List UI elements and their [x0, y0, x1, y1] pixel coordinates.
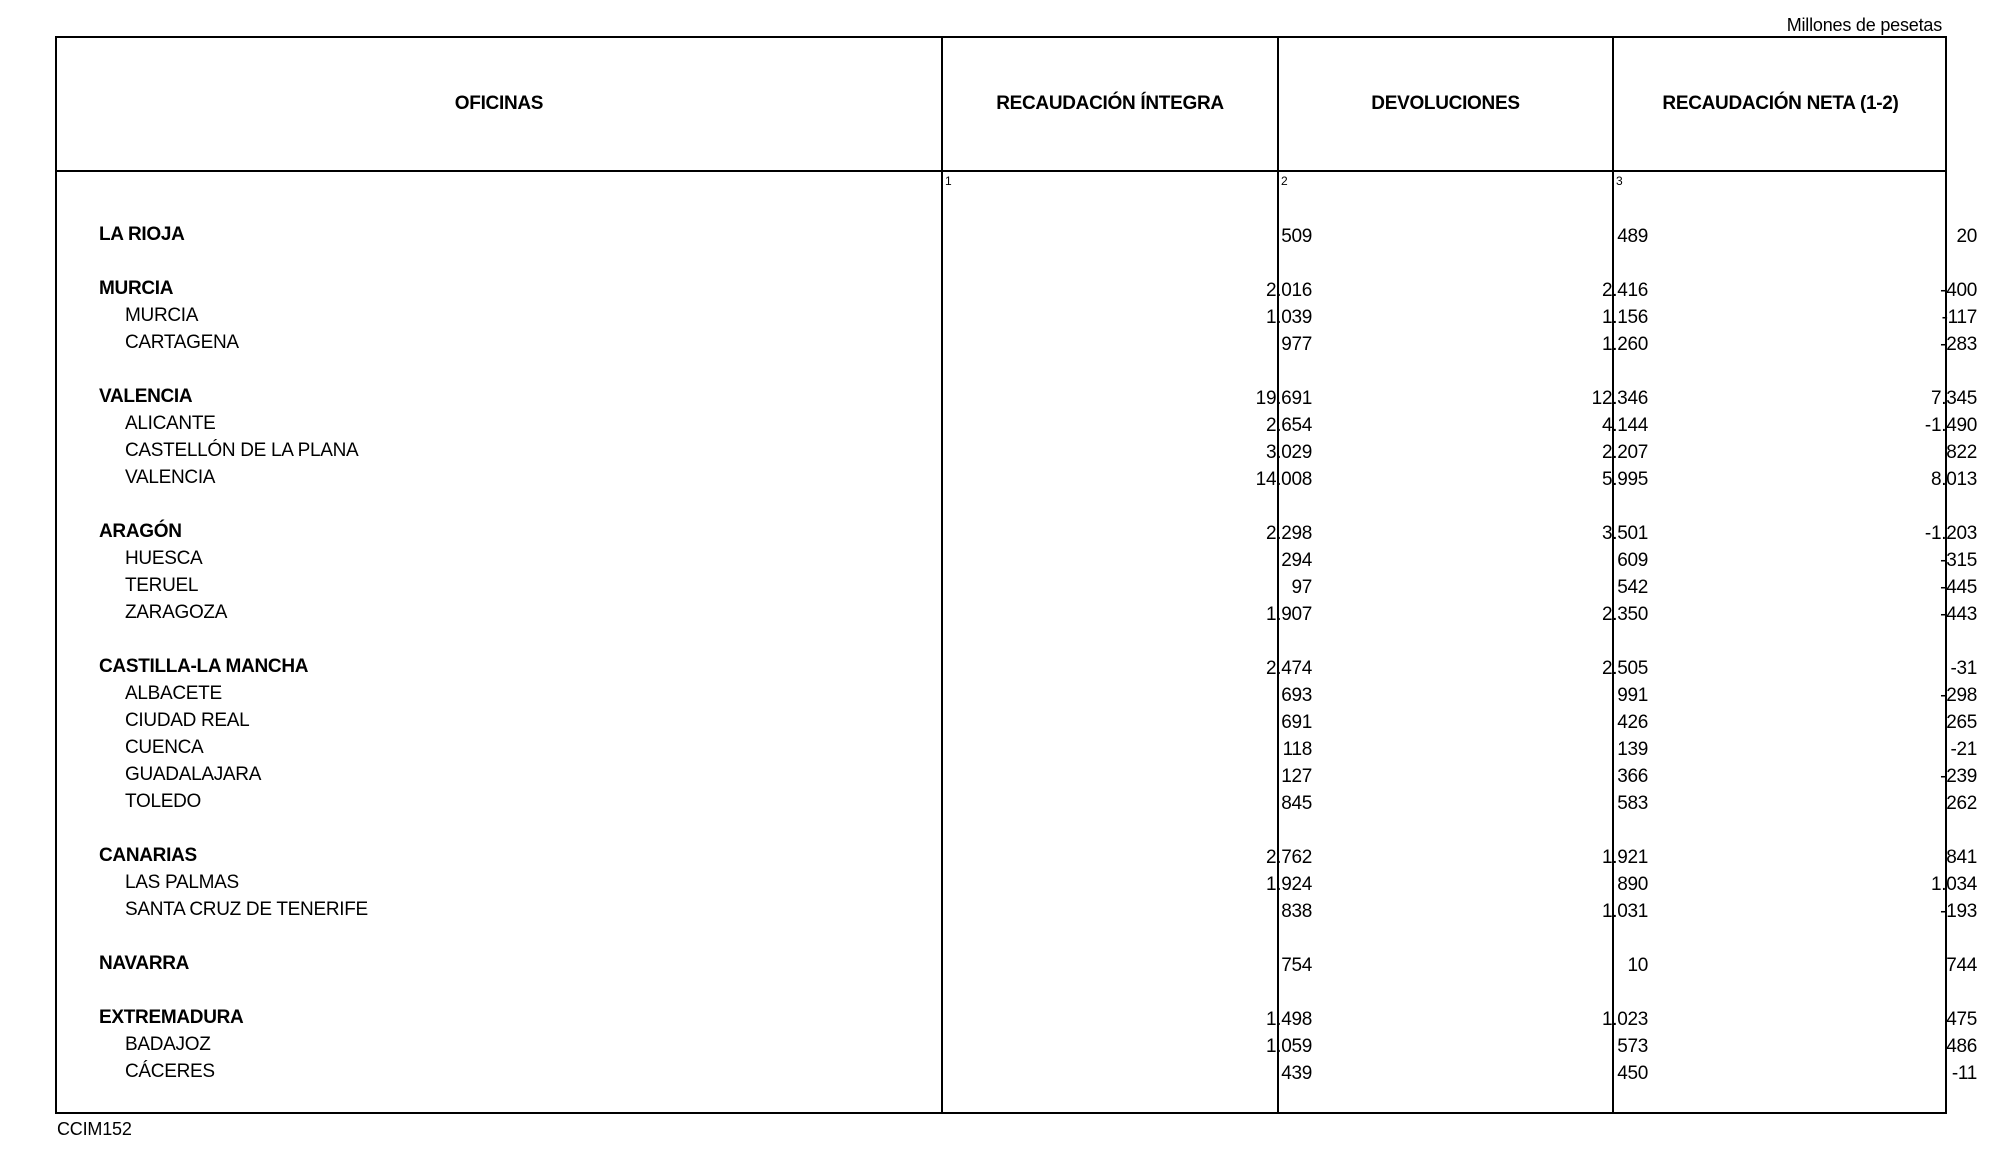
region-group: [57, 1005, 1977, 1086]
recaudacion-neta-value: 7.345: [1930, 388, 1977, 409]
devoluciones-value: 5.995: [1601, 469, 1648, 490]
table-body: [57, 222, 1977, 1113]
office-name: CÁCERES: [125, 1061, 215, 1082]
group-row: [57, 384, 1977, 411]
devoluciones-value: 2.505: [1601, 658, 1648, 679]
office-name: CIUDAD REAL: [125, 710, 250, 731]
office-row: [57, 600, 1977, 627]
office-row: [57, 411, 1977, 438]
region-group: [57, 222, 1977, 249]
office-name: CANARIAS: [99, 845, 197, 866]
devoluciones-value: 890: [1617, 874, 1648, 895]
office-row: [57, 897, 1977, 924]
recaudacion-integra-value: 1.907: [1265, 604, 1312, 625]
devoluciones-value: 12.346: [1591, 388, 1648, 409]
office-row: [57, 1059, 1977, 1086]
devoluciones-value: 542: [1617, 577, 1648, 598]
recaudacion-neta-value: 262: [1946, 793, 1977, 814]
recaudacion-integra-value: 1.498: [1265, 1009, 1312, 1030]
recaudacion-integra-value: 14.008: [1255, 469, 1312, 490]
group-row: [57, 951, 1977, 978]
recaudacion-integra-value: 509: [1281, 226, 1312, 247]
office-name: ARAGÓN: [99, 521, 182, 542]
office-name: SANTA CRUZ DE TENERIFE: [125, 899, 368, 920]
region-group: [57, 654, 1977, 816]
column-number-3: 3: [1616, 174, 1623, 188]
devoluciones-value: 1.023: [1601, 1009, 1648, 1030]
office-name: ZARAGOZA: [125, 602, 228, 623]
office-row: [57, 330, 1977, 357]
devoluciones-value: 139: [1617, 739, 1648, 760]
recaudacion-neta-value: 475: [1946, 1009, 1977, 1030]
recaudacion-neta-value: 8.013: [1930, 469, 1977, 490]
column-number-2: 2: [1281, 174, 1288, 188]
recaudacion-neta-value: -117: [1941, 307, 1977, 328]
recaudacion-neta-value: -31: [1950, 658, 1977, 679]
group-row: [57, 1005, 1977, 1032]
office-row: [57, 735, 1977, 762]
revenue-table: [55, 36, 1977, 1114]
recaudacion-neta-value: -239: [1940, 766, 1977, 787]
recaudacion-integra-value: 2.654: [1265, 415, 1312, 436]
devoluciones-value: 1.260: [1601, 334, 1648, 355]
devoluciones-value: 3.501: [1601, 523, 1648, 544]
office-name: LA RIOJA: [99, 224, 185, 245]
office-row: [57, 573, 1977, 600]
devoluciones-value: 1.031: [1601, 901, 1648, 922]
recaudacion-integra-value: 439: [1281, 1063, 1312, 1084]
devoluciones-value: 2.350: [1601, 604, 1648, 625]
office-row: [57, 303, 1977, 330]
recaudacion-integra-value: 127: [1281, 766, 1312, 787]
recaudacion-neta-value: -298: [1940, 685, 1977, 706]
office-name: TOLEDO: [125, 791, 201, 812]
recaudacion-neta-value: 822: [1946, 442, 1977, 463]
group-row: [57, 654, 1977, 681]
devoluciones-value: 1.921: [1601, 847, 1648, 868]
office-row: [57, 762, 1977, 789]
office-name: TERUEL: [125, 575, 199, 596]
recaudacion-neta-value: -445: [1940, 577, 1977, 598]
office-row: [57, 438, 1977, 465]
recaudacion-neta-value: -283: [1940, 334, 1977, 355]
office-name: LAS PALMAS: [125, 872, 239, 893]
recaudacion-neta-value: 265: [1946, 712, 1977, 733]
office-row: [57, 465, 1977, 492]
devoluciones-value: 366: [1617, 766, 1648, 787]
office-name: CUENCA: [125, 737, 204, 758]
recaudacion-integra-value: 977: [1281, 334, 1312, 355]
office-row: [57, 708, 1977, 735]
recaudacion-neta-value: -11: [1951, 1063, 1977, 1084]
office-name: GUADALAJARA: [125, 764, 262, 785]
header-devoluciones: DEVOLUCIONES: [1371, 93, 1520, 114]
recaudacion-integra-value: 2.474: [1265, 658, 1312, 679]
recaudacion-neta-value: -1.203: [1924, 523, 1977, 544]
recaudacion-neta-value: -400: [1940, 280, 1977, 301]
recaudacion-neta-value: -443: [1940, 604, 1977, 625]
recaudacion-integra-value: 2.016: [1265, 280, 1312, 301]
office-name: ALBACETE: [125, 683, 222, 704]
devoluciones-value: 573: [1617, 1036, 1648, 1057]
recaudacion-integra-value: 693: [1281, 685, 1312, 706]
recaudacion-integra-value: 1.924: [1265, 874, 1312, 895]
recaudacion-integra-value: 3.029: [1265, 442, 1312, 463]
region-group: [57, 843, 1977, 924]
header-recaudacion-neta: RECAUDACIÓN NETA (1-2): [1662, 93, 1899, 114]
group-row: [57, 519, 1977, 546]
footer-code: CCIM152: [57, 1119, 132, 1139]
recaudacion-integra-value: 97: [1291, 577, 1312, 598]
recaudacion-integra-value: 118: [1282, 739, 1312, 760]
header-recaudacion-integra: RECAUDACIÓN ÍNTEGRA: [996, 93, 1224, 114]
devoluciones-value: 583: [1617, 793, 1648, 814]
recaudacion-integra-value: 2.762: [1265, 847, 1312, 868]
devoluciones-value: 450: [1617, 1063, 1648, 1084]
office-name: CARTAGENA: [125, 332, 239, 353]
devoluciones-value: 10: [1627, 955, 1648, 976]
office-name: MURCIA: [125, 305, 199, 326]
office-name: CASTILLA-LA MANCHA: [99, 656, 309, 677]
devoluciones-value: 1.156: [1601, 307, 1648, 328]
region-group: [57, 384, 1977, 492]
region-group: [57, 519, 1977, 627]
header-divider: [57, 170, 1945, 172]
office-row: [57, 546, 1977, 573]
recaudacion-neta-value: 20: [1956, 226, 1977, 247]
office-row: [57, 681, 1977, 708]
devoluciones-value: 426: [1617, 712, 1648, 733]
recaudacion-neta-value: 841: [1946, 847, 1977, 868]
office-name: VALENCIA: [99, 386, 193, 407]
recaudacion-integra-value: 19.691: [1255, 388, 1312, 409]
recaudacion-neta-value: 486: [1946, 1036, 1977, 1057]
devoluciones-value: 489: [1617, 226, 1648, 247]
region-group: [57, 276, 1977, 357]
group-row: [57, 276, 1977, 303]
office-name: VALENCIA: [125, 467, 216, 488]
recaudacion-neta-value: -315: [1940, 550, 1977, 571]
devoluciones-value: 4.144: [1601, 415, 1648, 436]
office-name: CASTELLÓN DE LA PLANA: [125, 440, 359, 461]
devoluciones-value: 2.207: [1601, 442, 1648, 463]
devoluciones-value: 609: [1617, 550, 1648, 571]
office-name: EXTREMADURA: [99, 1007, 244, 1028]
recaudacion-integra-value: 1.039: [1265, 307, 1312, 328]
recaudacion-neta-value: -193: [1940, 901, 1977, 922]
recaudacion-integra-value: 845: [1281, 793, 1312, 814]
recaudacion-integra-value: 754: [1281, 955, 1312, 976]
devoluciones-value: 2.416: [1601, 280, 1648, 301]
recaudacion-integra-value: 691: [1281, 712, 1312, 733]
column-number-1: 1: [945, 174, 952, 188]
office-name: HUESCA: [125, 548, 203, 569]
recaudacion-integra-value: 294: [1281, 550, 1312, 571]
recaudacion-neta-value: -21: [1950, 739, 1977, 760]
recaudacion-neta-value: -1.490: [1924, 415, 1977, 436]
office-row: [57, 870, 1977, 897]
office-row: [57, 1032, 1977, 1059]
devoluciones-value: 991: [1617, 685, 1648, 706]
recaudacion-integra-value: 838: [1281, 901, 1312, 922]
region-group: [57, 951, 1977, 978]
group-row: [57, 843, 1977, 870]
recaudacion-neta-value: 744: [1946, 955, 1977, 976]
office-name: NAVARRA: [99, 953, 190, 974]
office-row: [57, 789, 1977, 816]
office-name: ALICANTE: [125, 413, 216, 434]
group-row: [57, 222, 1977, 249]
units-note: Millones de pesetas: [1786, 15, 1942, 35]
office-name: BADAJOZ: [125, 1034, 211, 1055]
recaudacion-integra-value: 1.059: [1265, 1036, 1312, 1057]
header-oficinas: OFICINAS: [454, 93, 544, 114]
office-name: MURCIA: [99, 278, 174, 299]
recaudacion-neta-value: 1.034: [1930, 874, 1977, 895]
recaudacion-integra-value: 2.298: [1265, 523, 1312, 544]
